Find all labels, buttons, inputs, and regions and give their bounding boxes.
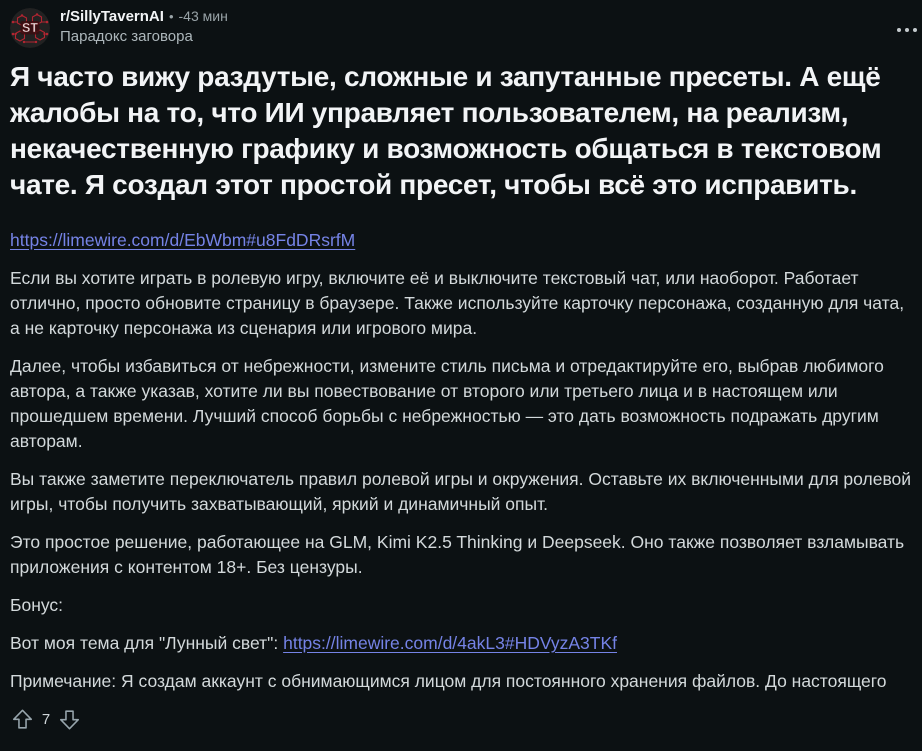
- st-logo-icon: [10, 8, 50, 48]
- vote-bar: [10, 707, 912, 740]
- post-timestamp: -43 мин: [178, 8, 228, 24]
- primary-link-paragraph: [10, 228, 912, 253]
- post-title: Я часто вижу раздутые, сложные и запутанные пресеты. А ещё жалобы на то, что ИИ управляет пользователем, на реализм, некачественную графику и возможность общаться в текстовом чате. Я создал этот простой пресет, чтобы всё это исправить.: [10, 61, 882, 200]
- post-meta: [60, 8, 228, 44]
- vote-count: 7: [41, 711, 51, 728]
- downvote-button[interactable]: [57, 707, 82, 732]
- more-options-icon: [913, 28, 917, 32]
- body-paragraph: Это простое решение, работающее на GLM, Kimi K2.5 Thinking и Deepseek. Оно также позволяет взламывать приложения с контентом 18+. Без цензуры.: [10, 532, 905, 577]
- post-header: [10, 8, 912, 48]
- bonus-label: Бонус:: [10, 595, 64, 615]
- body-paragraph: Вы также заметите переключатель правил ролевой игры и окружения. Оставьте их включенными для ролевой игры, чтобы получить захватывающий, яркий и динамичный опыт.: [10, 469, 912, 514]
- theme-paragraph: [10, 631, 912, 656]
- dot-separator: •: [168, 9, 174, 24]
- overflow-menu-button[interactable]: [894, 25, 920, 35]
- upvote-icon: [10, 707, 35, 732]
- limewire-theme-link[interactable]: https://limewire.com/d/4akL3#HDVyzA3TKf: [283, 633, 618, 653]
- more-options-icon: [897, 28, 901, 32]
- post-byline: Парадокс заговора: [60, 28, 193, 45]
- more-options-icon: [905, 28, 909, 32]
- note-paragraph: Примечание: Я создам аккаунт с обнимающимся лицом для постоянного хранения файлов. До настоящего: [10, 671, 887, 691]
- downvote-icon: [57, 707, 82, 732]
- upvote-button[interactable]: [10, 707, 35, 732]
- body-paragraph: Если вы хотите играть в ролевую игру, включите её и выключите текстовый чат, или наоборот. Работает отлично, просто обновите страницу в браузере. Также используйте карточку персонажа, созданную для чата, а не карточку персонажа из сценария или игрового мира.: [10, 268, 905, 338]
- limewire-preset-link[interactable]: https://limewire.com/d/EbWbm#u8FdDRsrfM: [10, 230, 356, 250]
- body-paragraph: Далее, чтобы избавиться от небрежности, измените стиль письма и отредактируйте его, выбрав любимого автора, а также указав, хотите ли вы повествование от второго или третьего лица и в настоящем или прошедшем времени. Лучший способ борьбы с небрежностью — это дать возможность подражать другим авторам.: [10, 356, 884, 451]
- svg-text:ST: ST: [22, 21, 38, 35]
- post-body: [10, 228, 912, 694]
- theme-line-prefix: Вот моя тема для "Лунный свет":: [10, 633, 284, 653]
- subreddit-avatar[interactable]: [10, 8, 50, 48]
- subreddit-link[interactable]: r/SillyTavernAI: [60, 8, 164, 25]
